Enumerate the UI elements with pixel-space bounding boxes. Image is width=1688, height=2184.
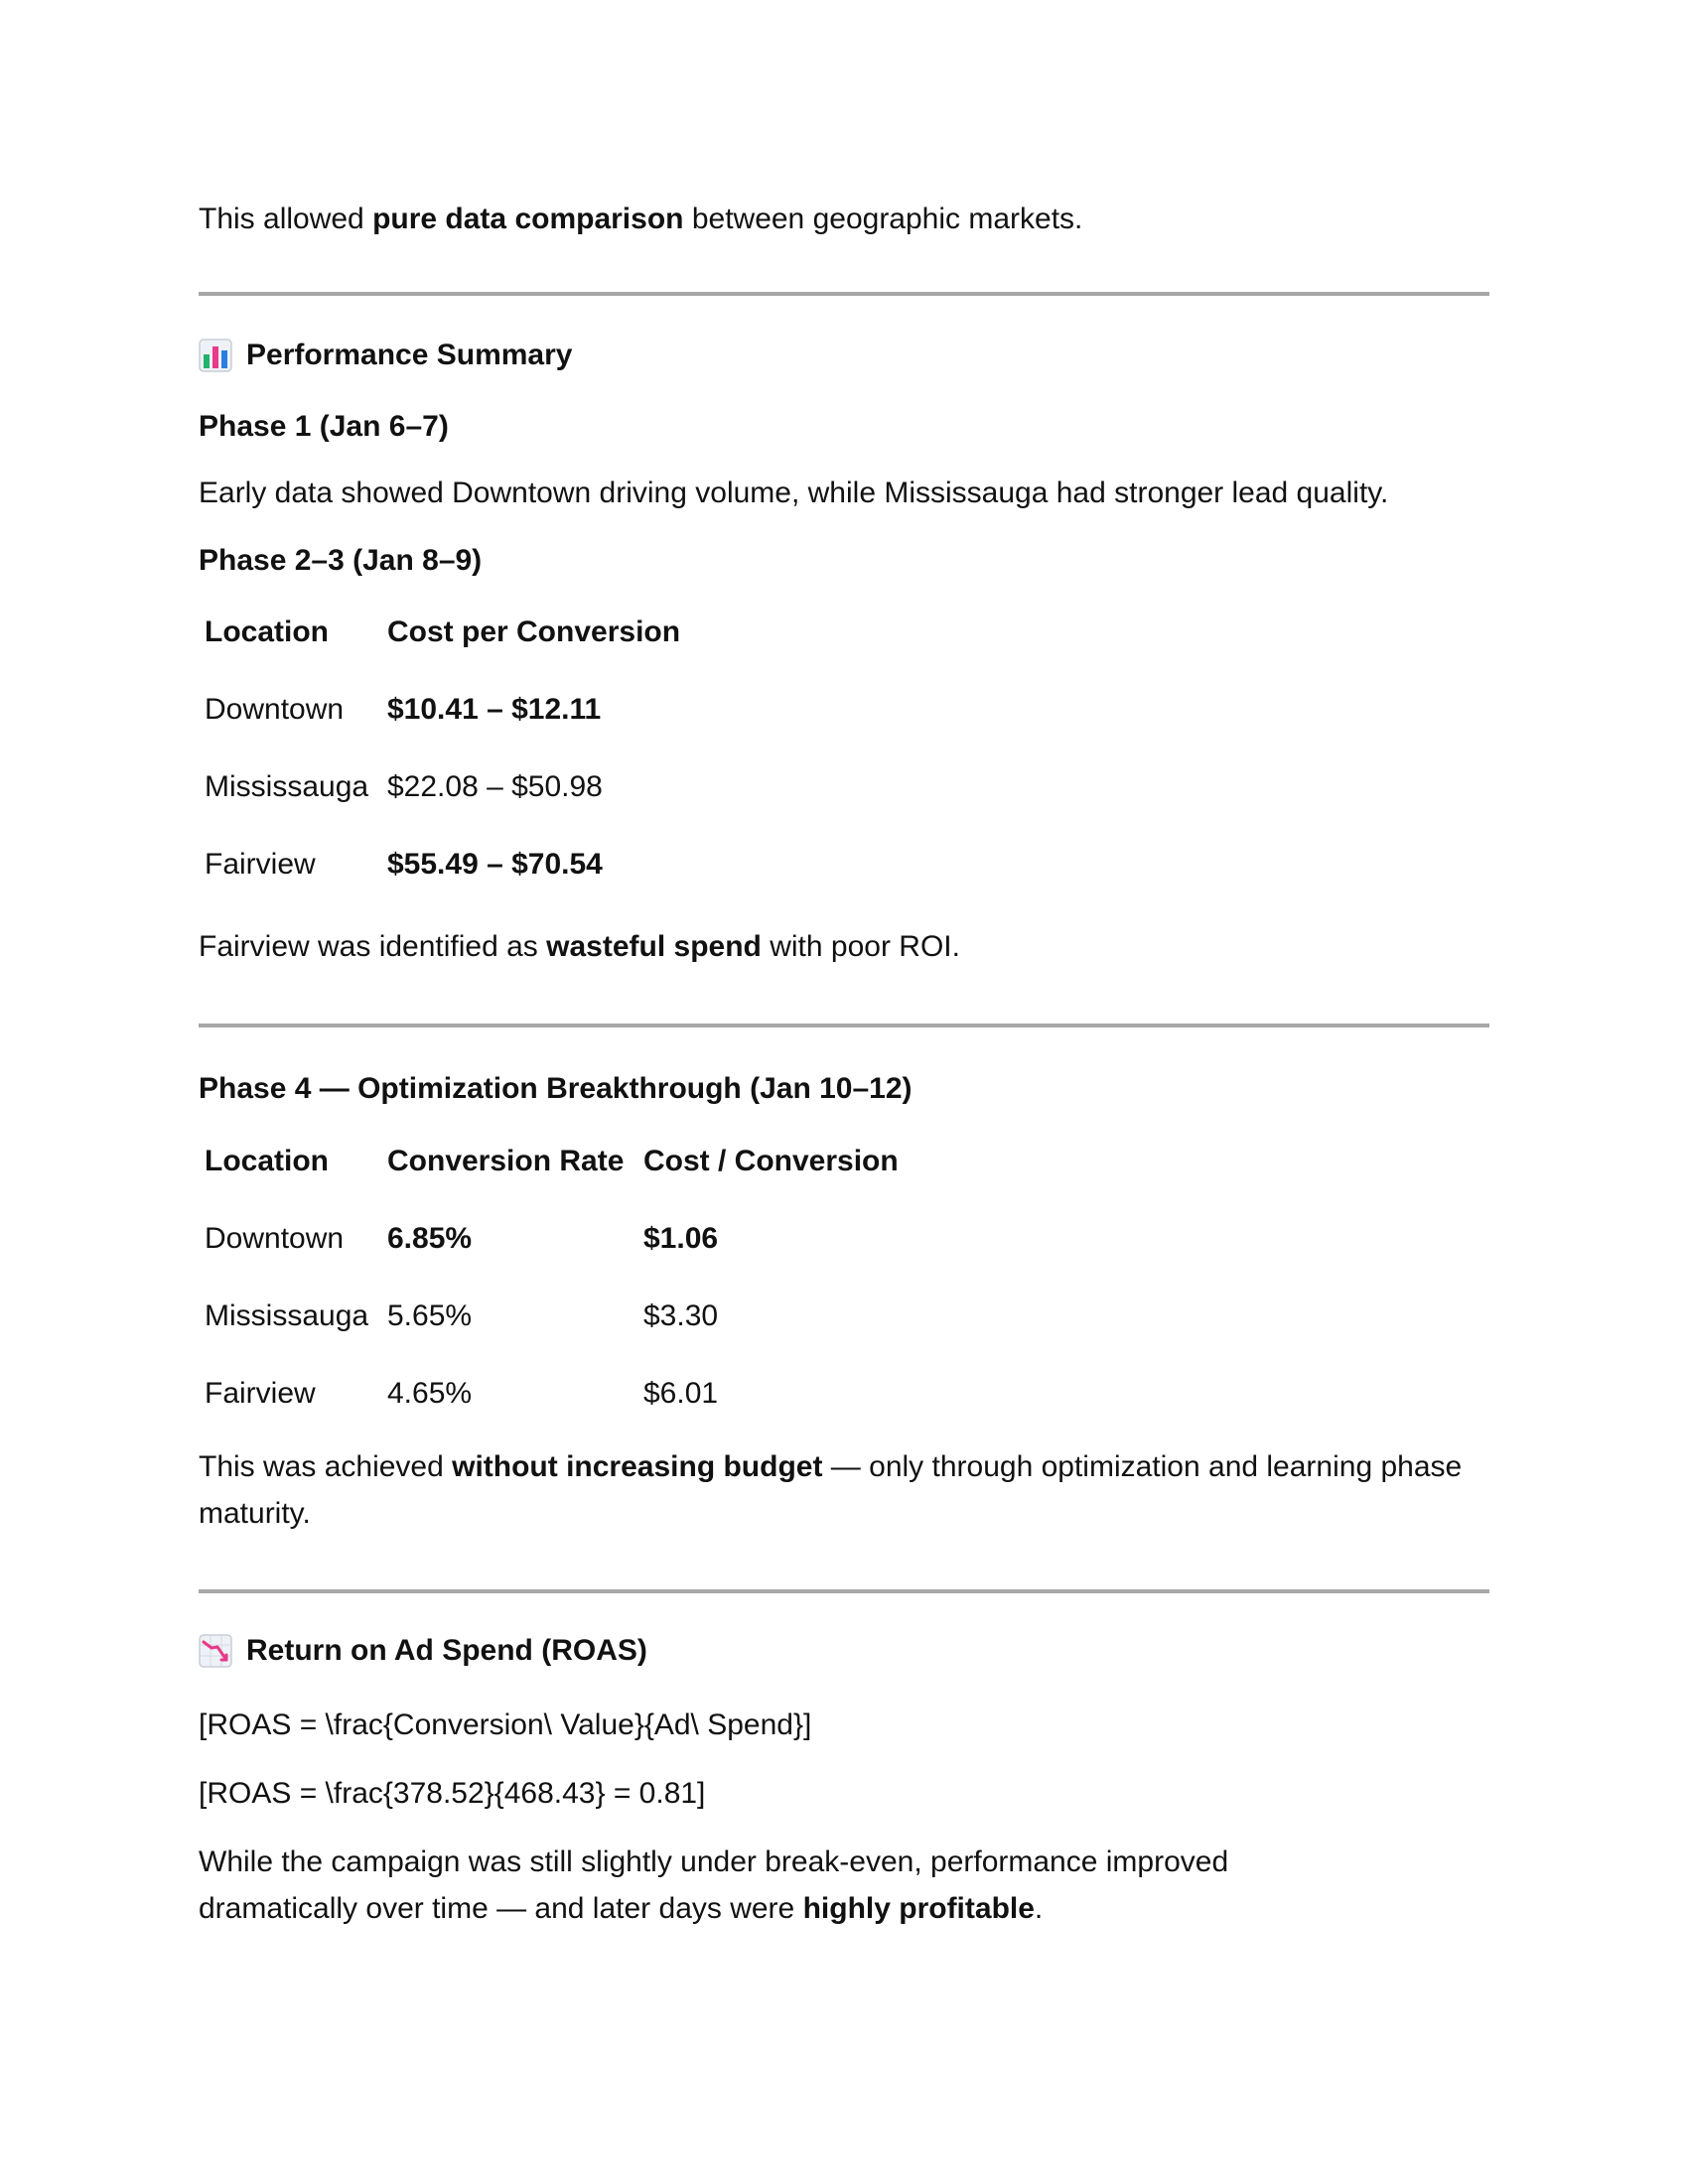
chart-decreasing-icon	[199, 1634, 232, 1668]
table-row	[205, 1278, 899, 1355]
table-cell: Mississauga	[205, 770, 369, 803]
table-cell: Downtown	[205, 1222, 345, 1255]
table-cell: Fairview	[205, 848, 316, 881]
divider	[199, 1024, 1489, 1027]
table-header: Location	[205, 615, 329, 648]
phase1-title: Phase 1 (Jan 6–7)	[199, 410, 449, 443]
table-header-row	[205, 594, 680, 671]
phase1-text: Early data showed Downtown driving volume, while Mississauga had stronger lead quality.	[199, 477, 1389, 509]
table-cell: $6.01	[643, 1377, 719, 1410]
phase4-note: This was achieved without increasing budget — only through optimization and learning phase maturity.	[199, 1450, 1463, 1530]
table-cell: $22.08 – $50.98	[387, 770, 603, 803]
table-cell: $3.30	[643, 1299, 719, 1332]
table-cell: 4.65%	[387, 1377, 473, 1410]
phase23-note: Fairview was identified as wasteful spend with poor ROI.	[199, 930, 960, 963]
roas-formula-1: [ROAS = \frac{Conversion\ Value}{Ad\ Spend}]	[199, 1708, 812, 1741]
table-row	[205, 1355, 899, 1433]
divider	[199, 292, 1489, 296]
table-cell: Downtown	[205, 693, 345, 726]
phase23-table	[205, 594, 680, 903]
roas-heading: Return on Ad Spend (ROAS)	[199, 1634, 647, 1668]
table-header: Location	[205, 1145, 329, 1177]
roas-formula-2: [ROAS = \frac{378.52}{468.43} = 0.81]	[199, 1777, 706, 1810]
table-cell: Fairview	[205, 1377, 316, 1410]
table-row	[205, 749, 680, 826]
table-header: Conversion Rate	[387, 1145, 625, 1177]
intro-paragraph: This allowed pure data comparison between geographic markets.	[199, 203, 1083, 235]
table-header-row	[205, 1123, 899, 1200]
table-cell: Mississauga	[205, 1299, 369, 1332]
table-row	[205, 826, 680, 903]
table-cell: $1.06	[643, 1222, 719, 1255]
phase4-title: Phase 4 — Optimization Breakthrough (Jan 10–12)	[199, 1072, 913, 1105]
table-row	[205, 671, 680, 749]
table-cell: 5.65%	[387, 1299, 473, 1332]
table-row	[205, 1200, 899, 1278]
performance-summary-heading: Performance Summary	[199, 339, 572, 372]
table-header: Cost / Conversion	[643, 1145, 899, 1177]
table-cell: $55.49 – $70.54	[387, 848, 603, 881]
phase4-table	[205, 1123, 899, 1433]
table-cell: 6.85%	[387, 1222, 473, 1255]
table-cell: $10.41 – $12.11	[387, 693, 602, 726]
phase23-title: Phase 2–3 (Jan 8–9)	[199, 544, 483, 577]
bar-chart-icon	[199, 339, 232, 372]
table-header: Cost per Conversion	[387, 615, 681, 648]
divider	[199, 1589, 1489, 1593]
roas-summary: While the campaign was still slightly under break-even, performance improved dramatically over time — and later days were highly profitable.	[199, 1845, 1229, 1925]
